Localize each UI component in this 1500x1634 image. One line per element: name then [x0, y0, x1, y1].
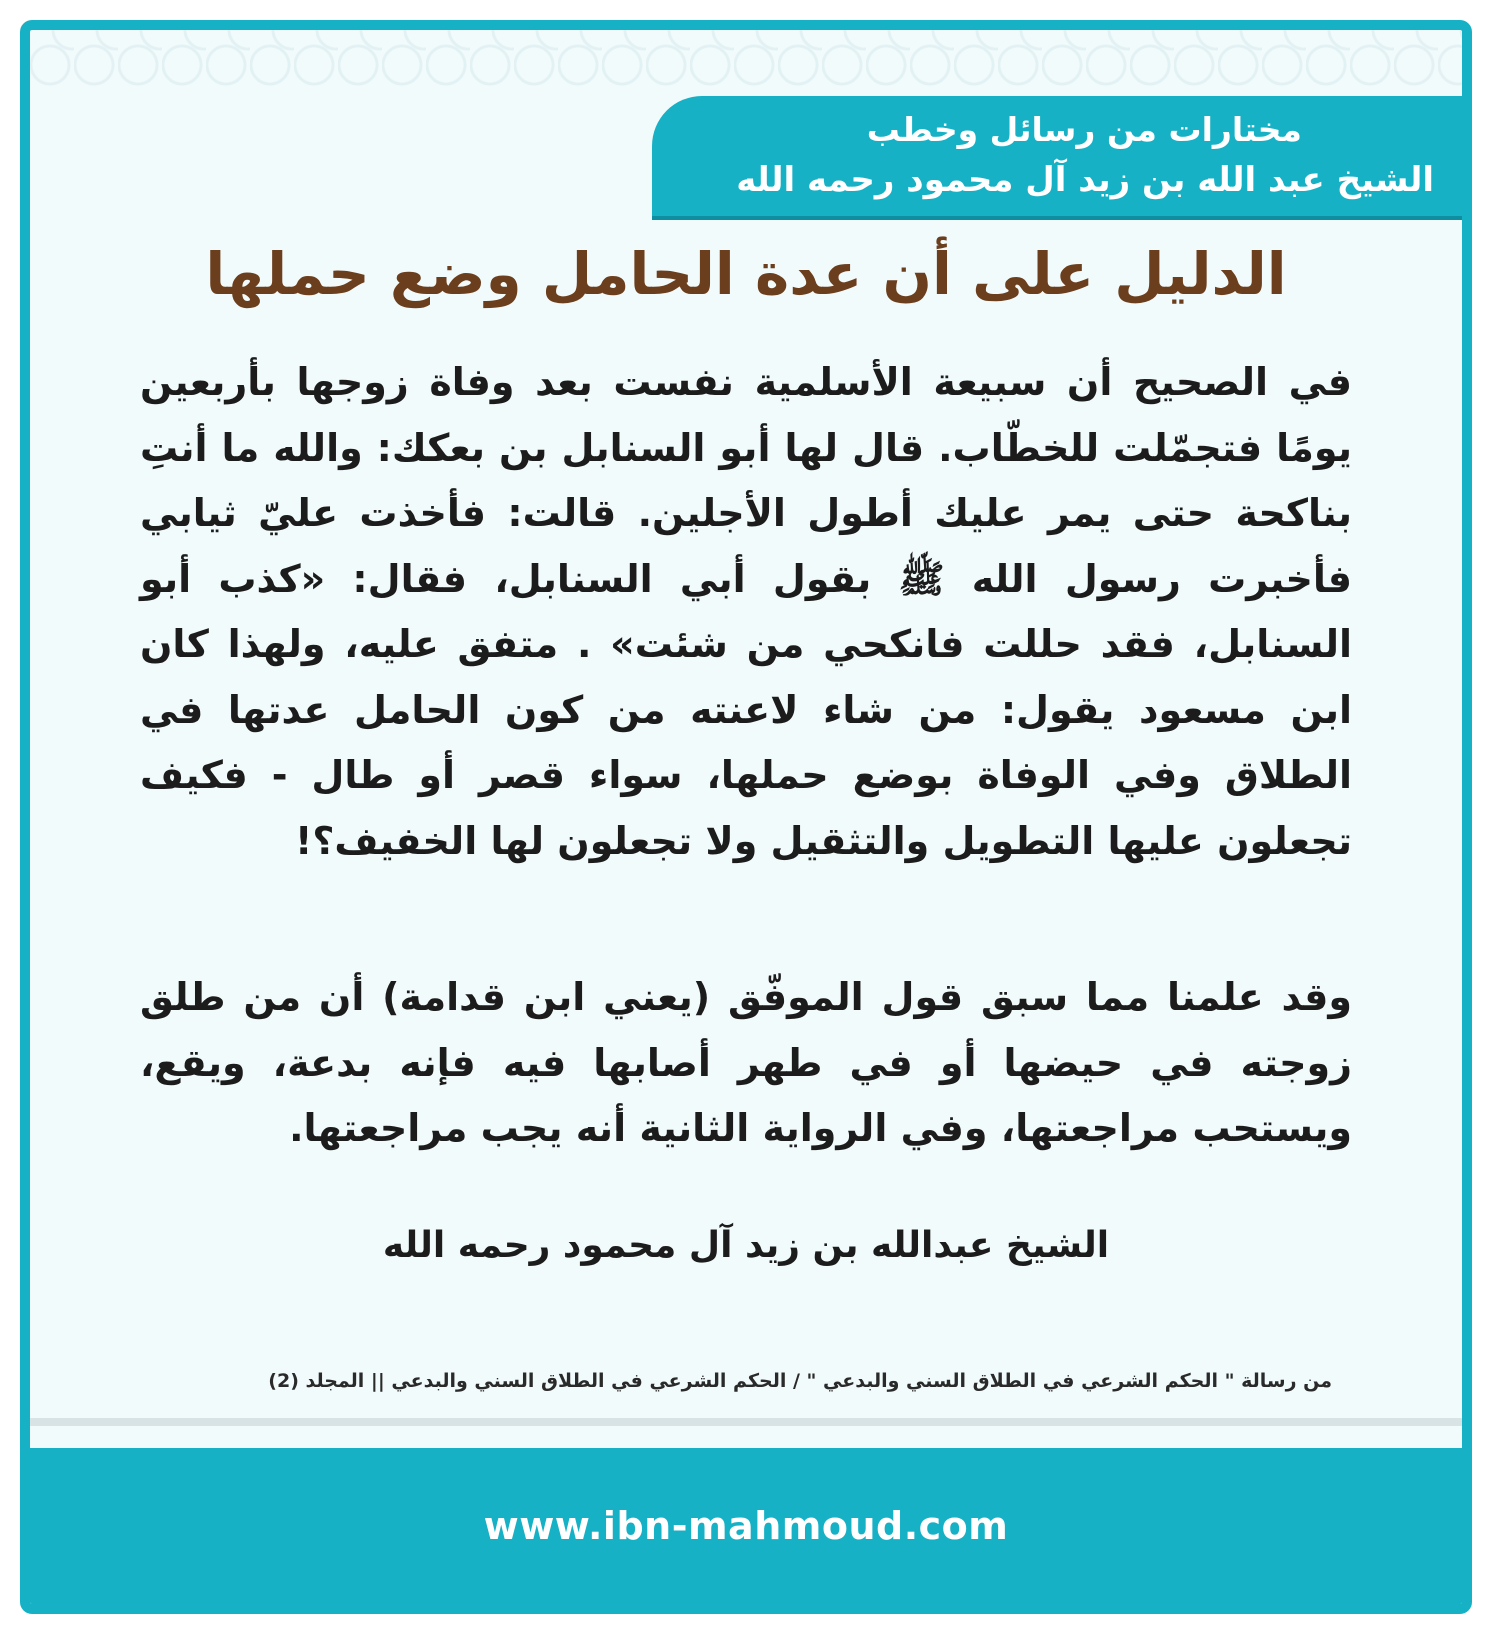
footer-bar [30, 1448, 1462, 1604]
article-card [20, 20, 1472, 1614]
series-title: مختارات من رسائل وخطب [866, 110, 1302, 149]
source-citation: من رسالة " الحكم الشرعي في الطلاق السني والبدعي " / الحكم الشرعي في الطلاق السني والبدعي || المجلد (2) [268, 1370, 1332, 1392]
divider [30, 1418, 1462, 1426]
page-title: الدليل على أن عدة الحامل وضع حملها [205, 240, 1287, 308]
series-subtitle: الشيخ عبد الله بن زيد آل محمود رحمه الله [736, 160, 1434, 200]
author-signature: الشيخ عبدالله بن زيد آل محمود رحمه الله [382, 1225, 1110, 1266]
body-paragraph-1: في الصحيح أن سبيعة الأسلمية نفست بعد وفاة زوجها بأربعين يومًا فتجمّلت للخطّاب. قال لها أبو السنابل بن بعكك: والله ما أنتِ بناكحة حتى يمر عليك أطول الأجلين. قالت: فأخذت عليّ ثيابي فأخبرت رسول الله ﷺ بقول أبي السنابل، فقال: «كذب أبو السنابل، فقد حللت فانكحي من شئت» . متفق عليه، ولهذا كان ابن مسعود يقول: من شاء لاعنته من كون الحامل عدتها في الطلاق وفي الوفاة بوضع حملها، سواء قصر أو طال - فكيف تجعلون عليها التطويل والتثقيل ولا تجعلون لها الخفيف؟! [140, 360, 1352, 863]
website-link[interactable]: www.ibn-mahmoud.com [483, 1504, 1009, 1548]
decorative-pattern [30, 30, 1462, 100]
body-paragraph-2: وقد علمنا مما سبق قول الموفّق (يعني ابن قدامة) أن من طلق زوجته في حيضها أو في طهر أصابها فيه فإنه بدعة، ويقع، ويستحب مراجعتها، وفي الرواية الثانية أنه يجب مراجعتها. [140, 975, 1352, 1150]
